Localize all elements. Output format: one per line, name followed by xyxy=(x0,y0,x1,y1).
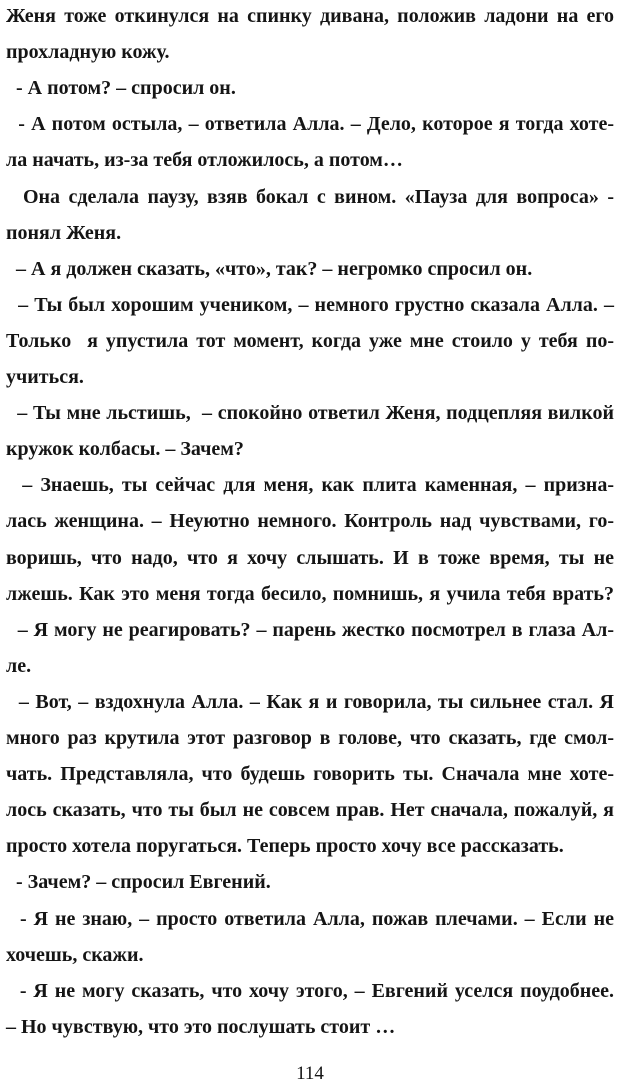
page-number: 114 xyxy=(296,1063,324,1084)
text-line: - Я не знаю, – просто ответила Алла, пожав плечами. – Если не xyxy=(6,908,614,930)
text-line: - А потом остыла, – ответила Алла. – Дело, которое я тогда хоте- xyxy=(6,113,614,135)
text-line: много раз крутила этот разговор в голове, что сказать, где смол- xyxy=(6,727,614,749)
text-line: просто хотела поругаться. Теперь просто хочу все рассказать. xyxy=(6,835,564,857)
text-line: – Вот, – вздохнула Алла. – Как я и говорила, ты сильнее стал. Я xyxy=(6,691,614,713)
text-line: хочешь, скажи. xyxy=(6,944,144,966)
text-line: Она сделала паузу, взяв бокал с вином. «Пауза для вопроса» - xyxy=(6,186,614,208)
text-line: воришь, что надо, что я хочу слышать. И в тоже время, ты не xyxy=(6,547,614,569)
text-line: - А потом? – спросил он. xyxy=(6,77,236,99)
text-line: – Я могу не реагировать? – парень жестко посмотрел в глаза Ал- xyxy=(6,619,614,641)
text-line: лась женщина. – Неуютно немного. Контроль над чувствами, го- xyxy=(6,510,614,532)
text-line: – Но чувствую, что это послушать стоит … xyxy=(6,1016,396,1038)
text-line: лось сказать, что ты был не совсем прав. Нет сначала, пожалуй, я xyxy=(6,799,614,821)
text-line: прохладную кожу. xyxy=(6,41,170,63)
text-line: – А я должен сказать, «что», так? – негромко спросил он. xyxy=(6,258,533,280)
text-line: – Знаешь, ты сейчас для меня, как плита каменная, – призна- xyxy=(6,474,614,496)
text-line: – Ты был хорошим учеником, – немного грустно сказала Алла. – xyxy=(6,294,614,316)
text-line: – Ты мне льстишь, – спокойно ответил Женя, подцепляя вилкой xyxy=(6,402,614,424)
text-line: Женя тоже откинулся на спинку дивана, положив ладони на его xyxy=(6,5,614,27)
text-line: лжешь. Как это меня тогда бесило, помнишь, я учила тебя врать? xyxy=(6,583,614,605)
text-line: ле. xyxy=(6,655,32,677)
text-line: понял Женя. xyxy=(6,222,122,244)
text-line: Только я упустила тот момент, когда уже мне стоило у тебя по- xyxy=(6,330,614,352)
text-line: чать. Представляла, что будешь говорить ты. Сначала мне хоте- xyxy=(6,763,614,785)
text-line: - Я не могу сказать, что хочу этого, – Евгений уселся поудобнее. xyxy=(6,980,614,1002)
text-line: ла начать, из-за тебя отложилось, а потом… xyxy=(6,149,403,171)
text-line: кружок колбасы. – Зачем? xyxy=(6,438,244,460)
text-line: - Зачем? – спросил Евгений. xyxy=(6,871,271,893)
text-line: учиться. xyxy=(6,366,84,388)
